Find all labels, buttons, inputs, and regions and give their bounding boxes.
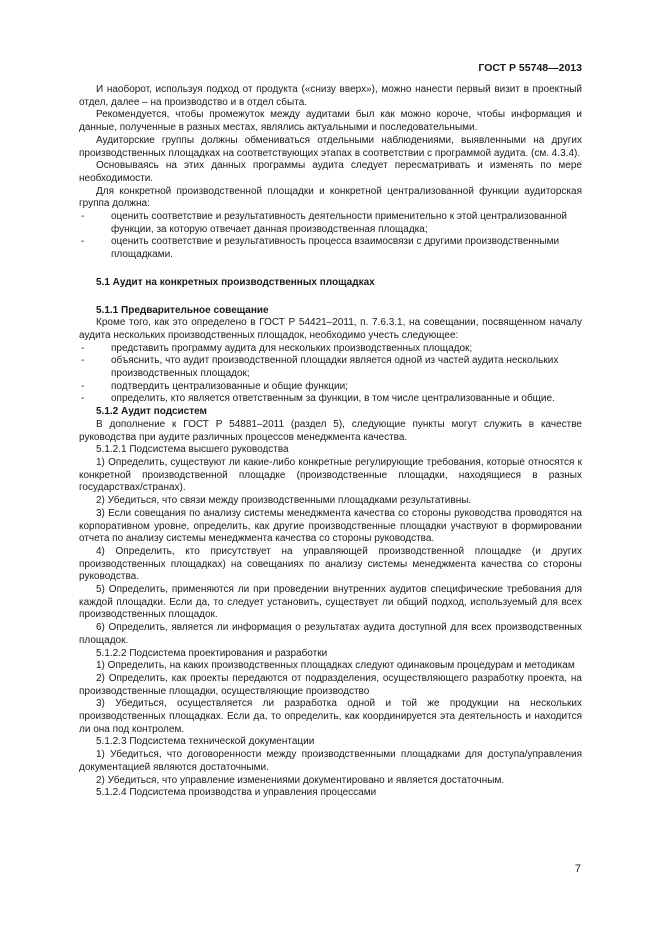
subsection-heading: 5.1.2 Аудит подсистем <box>96 406 207 418</box>
subsubsection-heading: 5.1.2.4 Подсистема производства и управления процессами <box>96 787 377 799</box>
numbered-item: 5) Определить, применяются ли при проведении внутренних аудитов специфические требования для каждой площадки. Если да, то следует установить, существует ли общий подход, используемый для всех производственных площадок. <box>79 584 582 621</box>
list-item: - представить программу аудита для нескольких производственных площадок; <box>81 342 473 354</box>
numbered-item: 4) Определить, кто присутствует на управляющей производственной площадке (и других производственных площадках) на совещаниях по анализу системы менеджмента качества со стороны руководства. <box>79 545 582 583</box>
list-item: - оценить соответствие и результативность процесса взаимосвязи с другими производственными площадками. <box>81 236 560 261</box>
numbered-item: 2) Убедиться, что управление изменениями документировано и является достаточным. <box>96 774 505 786</box>
paragraph: И наоборот, используя подход от продукта («снизу вверх»), можно нанести первый визит в проектный отдел, далее – на производство и в отдел сбыта. <box>79 84 582 108</box>
list-item: - объяснить, что аудит производственной площадки является одной из частей аудита нескольких производственных площадок; <box>81 355 559 380</box>
paragraph: Для конкретной производственной площадки и конкретной централизованной функции аудиторская группа должна: <box>79 185 582 210</box>
subsubsection-heading: 5.1.2.3 Подсистема технической документации <box>96 736 315 748</box>
paragraph: В дополнение к ГОСТ Р 54881–2011 (раздел 5), следующие пункты могут служить в качестве руководства при аудите различных процессов менеджмента качества. <box>79 418 582 443</box>
page-number: 7 <box>574 863 581 875</box>
section-heading: 5.1 Аудит на конкретных производственных площадках <box>96 276 375 288</box>
paragraph: Рекомендуется, чтобы промежуток между аудитами был как можно короче, чтобы информация и данные, полученные в разных местах, являлись актуальными и последовательными. <box>79 109 582 134</box>
document-id-header: ГОСТ Р 55748—2013 <box>478 62 582 74</box>
numbered-item: 2) Убедиться, что связи между производственными площадками результативны. <box>96 495 472 507</box>
list-item: - определить, кто является ответственным за функции, в том числе централизованные и общие. <box>81 393 555 405</box>
subsubsection-heading: 5.1.2.2 Подсистема проектирования и разработки <box>96 647 328 659</box>
numbered-item: 1) Убедиться, что договоренности между производственными площадками для доступа/управления документацией являются достаточными. <box>79 749 582 773</box>
numbered-item: 3) Если совещания по анализу системы менеджмента качества со стороны руководства проводятся на корпоративном уровне, определить, как другие производственные площадки участвуют в формировании отчета по анализу системы менеджмента качества со стороны руководства. <box>79 507 582 545</box>
document-body <box>79 84 582 800</box>
numbered-item: 3) Убедиться, осуществляется ли разработка одной и той же продукции на нескольких производственных площадках. Если да, то определить, как координируется эта деятельность и находится ли она под контролем. <box>79 698 582 735</box>
numbered-item: 2) Определить, как проекты передаются от подразделения, осуществляющего разработку проекта, на производственные площадки, осуществляющие производство <box>79 672 582 697</box>
numbered-item: 6) Определить, является ли информация о результатах аудита доступной для всех производственных площадок. <box>79 622 582 646</box>
numbered-item: 1) Определить, на каких производственных площадках следуют одинаковым процедурам и методикам <box>96 660 575 672</box>
subsubsection-heading: 5.1.2.1 Подсистема высшего руководства <box>96 444 289 456</box>
paragraph: Аудиторские группы должны обмениваться отдельными наблюдениями, выявленными на других производственных площадках на соответствующих этапах в соответствии с программой аудита. (см. 4.3.4). <box>79 134 582 159</box>
numbered-item: 1) Определить, существуют ли какие-либо конкретные регулирующие требования, которые относятся к конкретной производственной площадке (производственные площадки, находящиеся в разных государствах/странах). <box>79 456 582 494</box>
paragraph: Основываясь на этих данных программы аудита следует пересматривать и изменять по мере необходимости. <box>79 160 582 184</box>
list-item: - оценить соответствие и результативность деятельности применительно к этой централизованной функции, за которую отвечает данная производственная площадка; <box>81 211 567 235</box>
subsection-heading: 5.1.1 Предварительное совещание <box>96 304 269 316</box>
paragraph: Кроме того, как это определено в ГОСТ Р 54421–2011, п. 7.6.3.1, на совещании, посвященном началу аудита нескольких производственных площадок, необходимо учесть следующее: <box>79 317 582 341</box>
list-item: - подтвердить централизованные и общие функции; <box>81 380 348 392</box>
